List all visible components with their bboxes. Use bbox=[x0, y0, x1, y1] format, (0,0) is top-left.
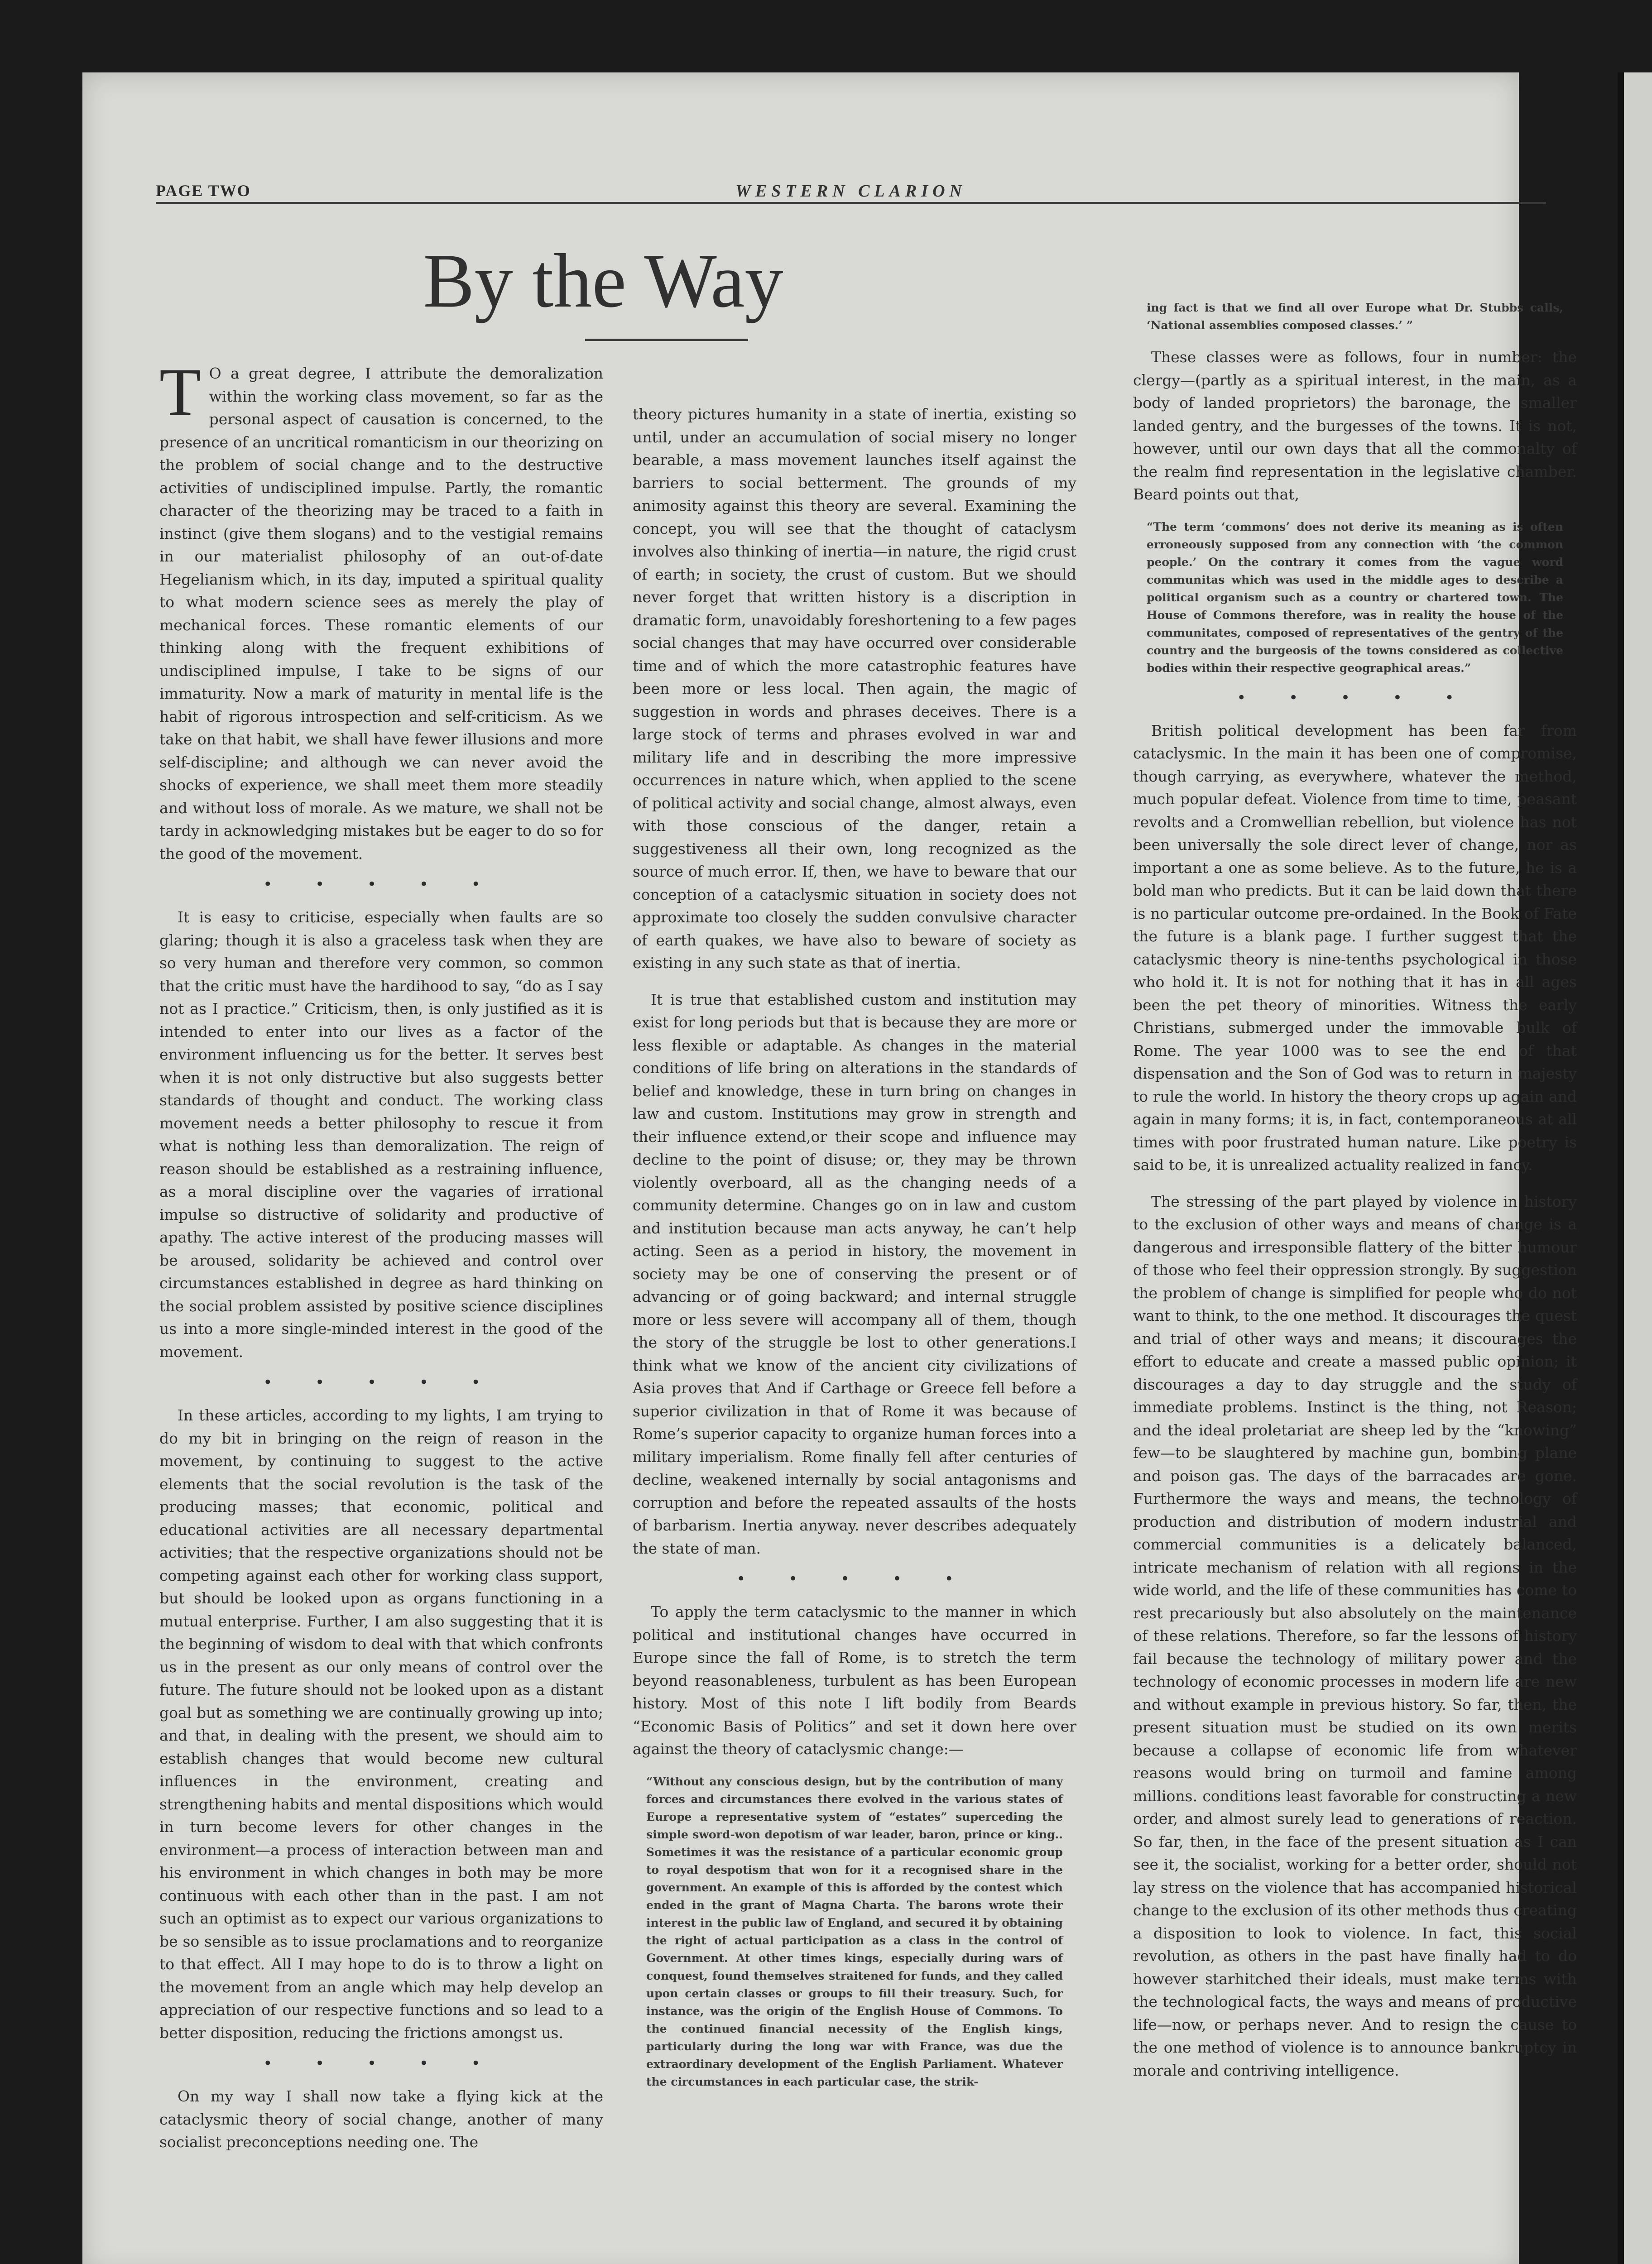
masthead bbox=[156, 181, 1546, 204]
headline: By the Way bbox=[423, 238, 783, 323]
block-quote: “Without any conscious design, but by the contribution of many forces and circumstances there evolved in the various states of Europe a representative system of “estates” superceding the simple sword-won depotism of war leader, baron, prince or king.. Sometimes it was the resistance of a particular economic group to royal despotism that won for it a recognised share in the government. An example of this is afforded by the contest which ended in the grant of Magna Charta. The barons wrote their interest in the public law of England, and secured it by obtaining the right of actual participation as a class in the control of Government. At other times kings, especially during wars of conquest, found themselves straitened for funds, and they called upon certain classes or groups to fill their treasury. Such, for instance, was the origin of the English House of Commons. To the continued financial necessity of the English kings, particularly during the long war with France, was due the extraordinary development of the English Parliament. Whatever the circumstances in each particular case, the strik- bbox=[646, 1775, 1063, 2088]
drop-cap: T bbox=[159, 355, 201, 430]
paragraph: To apply the term cataclysmic to the manner in which political and institutional changes have occurred in Europe since the fall of Rome, is to stretch the term beyond reasonableness, turbulent as has been European history. Most of this note I lift bodily from Beards “Economic Basis of Politics” and set it down here over against the theory of cataclysmic change:— bbox=[633, 1603, 1076, 1758]
section-separator: • • • • • bbox=[263, 875, 499, 893]
section-separator: • • • • • bbox=[736, 1570, 973, 1588]
paragraph: These classes were as follows, four in number: the clergy—(partly as a spiritual interest, in the main, as a body of landed proprietors) the baronage, the smaller landed gentry, and the burgesses of the towns. It is not, however, until our own days that all the commonalty of the realm find representation in the legislative chamber. Beard points out that, bbox=[1133, 348, 1577, 503]
headline-rule bbox=[585, 339, 748, 341]
section-separator: • • • • • bbox=[1237, 688, 1473, 707]
column-2 bbox=[633, 403, 1076, 2102]
page-label: PAGE TWO bbox=[156, 182, 251, 200]
block-quote-continued: ing fact is that we find all over Europe what Dr. Stubbs calls, ‘National assemblies composed classes.’ ” bbox=[1147, 301, 1563, 332]
section-separator: • • • • • bbox=[263, 2054, 499, 2072]
paragraph: It is true that established custom and institution may exist for long periods but that is because they are more or less flexible or adaptable. As changes in the material conditions of life bring on alterations in the standards of belief and knowledge, these in turn bring on changes in law and custom. Institutions may grow in strength and their influence extend,or their scope and influence may decline to the point of disuse; or, they may be thrown violently overboard, all as the changing needs of a community determine. Changes go on in law and custom and institution because man acts anyway, he can’t help acting. Seen as a period in history, the movement in society may be one of conserving the present or of advancing or of going backward; and internal struggle more or less severe will accompany all of them, though the story of the struggle be lost to other generations.I think what we know of the ancient city civilizations of Asia proves that And if Carthage or Greece fell before a superior civilization in that of Rome it was because of Rome’s superior capacity to organize human forces into a military imperialism. Rome finally fell after centuries of decline, weakened internally by social antagonisms and corruption and before the repeated assaults of the hosts of barbarism. Inertia anyway. never describes adequately the state of man. bbox=[633, 990, 1076, 1557]
paragraph: In these articles, according to my lights, I am trying to do my bit in bringing on the reign of reason in the movement, by continuing to suggest to the active elements that the social revolution is the task of the producing masses; that economic, political and educational activities are all necessary departmental activities; that the respective organizations should not be competing against each other for working class support, but should be looked upon as organs functioning in a mutual enterprise. Further, I am also suggesting that it is the beginning of wisdom to deal with that which confronts us in the present as our only means of control over the future. The future should not be looked upon as a distant goal but as something we are continually growing up into; and that, in dealing with the present, we should aim to establish changes that would become new cultural influences in the environment, creating and strengthening habits and mental dispositions which would in turn become levers for other changes in the environment—a process of interaction between man and his environment in which changes in both may be more continuous with each other than in the past. I am not such an optimist as to expect our various organizations to be so sensible as to issue proclamations and to reorganize to that effect. All I may hope to do is to throw a light on the movement from an angle which may help develop an appreciation of our respective functions and so lead to a better disposition, reducing the frictions amongst us. bbox=[159, 1406, 603, 2042]
paragraph: On my way I shall now take a flying kick at the cataclysmic theory of social change, another of many socialist preconceptions needing one. The bbox=[159, 2087, 603, 2151]
paragraph: It is easy to criticise, especially when faults are so glaring; though it is also a graceless task when they are so very human and therefore very common, so common that the critic must have the hardihood to say, “do as I say not as I practice.” Criticism, then, is only justified as it is intended to enter into our lives as a factor of the environment influencing us for the better. It serves best when it is not only distructive but also suggests better standards of thought and conduct. The working class movement needs a better philosophy to rescue it from what is nothing less than demoralization. The reign of reason should be established as a restraining influence, as a moral discipline over the vagaries of irrational impulse so distructive of solidarity and productive of apathy. The active interest of the producing masses will be aroused, solidarity be achieved and control over circumstances established in degree as hard thinking on the social problem assisted by positive science disciplines us into a more single-minded interest in the good of the movement. bbox=[159, 908, 603, 1361]
block-quote: “The term ‘commons’ does not derive its meaning as is often erroneously supposed from any connection with ‘the common people.’ On the contrary it comes from the vague word communitas which was used in the middle ages to describe a political organism such as a country or chartered town. The House of Commons therefore, was in reality the house of the communitates, composed of representatives of the gentry of the country and the burgeosis of the towns considered as collective bodies within their respective geographical areas.” bbox=[1147, 520, 1563, 675]
paragraph: T O a great degree, I attribute the demoralization within the working class movement, so far as the personal aspect of causation is concerned, to the presence of an uncritical romanticism in our theorizing on the problem of social change and to the destructive activities of undisciplined impulse. Partly, the romantic character of the theorizing may be traced to a faith in instinct (give them slogans) and to the vestigial remains in our materialist philosophy of an out-of-date Hegelianism which, in its day, imputed a spiritual quality to what modern science sees as merely the play of mechanical forces. These romantic elements of our thinking along with the frequent exhibitions of undisciplined impulse, I take to be signs of our immaturity. Now a mark of maturity in mental life is the habit of rigorous introspection and self-criticism. As we take on that habit, we shall have fewer illusions and more self-discipline; and although we can never avoid the shocks of experience, we shall meet them more steadily and without loss of morale. As we mature, we shall not be tardy in acknowledging mistakes but be eager to do so for the good of the movement. bbox=[159, 355, 603, 863]
adjacent-page-edge bbox=[1618, 72, 1652, 2264]
paper-title: WESTERN CLARION bbox=[735, 182, 967, 201]
column-1 bbox=[159, 355, 603, 2154]
column-3 bbox=[1133, 299, 1577, 2082]
newspaper-page bbox=[82, 72, 1577, 2264]
section-separator: • • • • • bbox=[263, 1373, 499, 1391]
paragraph: British political development has been far from cataclysmic. In the main it has been one of compromise, though carrying, as everywhere, whatever the method, much popular defeat. Violence from time to time, peasant revolts and a Cromwellian rebellion, but violence has not been universally the sole direct lever of change, nor as important a one as some believe. As to the future, he is a bold man who predicts. But it can be laid down that there is no particular outcome pre-ordained. In the Book of Fate the future is a blank page. I further suggest that the cataclysmic theory is nine-tenths psychological in those who hold it. It is not for nothing that it has in all ages been the pet theory of minorities. Witness the early Christians, submerged under the immovable bulk of Rome. The year 1000 was to see the end of that dispensation and the Son of God was to return in majesty to rule the world. In history the theory crops up again and again in many forms; it is, in fact, contemporaneous at all times with poor frustrated human nature. Like poetry is said to be, it is unrealized actuality realized in fancy. bbox=[1133, 721, 1577, 1174]
paragraph: The stressing of the part played by violence in history to the exclusion of other ways and means of change is a dangerous and irresponsible flattery of the bitter humour of those who feel their oppression strongly. By suggestion the problem of change is simplified for people who do not want to think, to the one method. It discourages the quest and trial of other ways and means; it discourages the effort to educate and create a massed public opinion; it discourages a day to day struggle and the study of immediate problems. Instinct is the thing, not Reason; and the ideal proletariat are sheep led by the “knowing” few—to be slaughtered by machine gun, bombing plane and poison gas. The days of the barracades are gone. Furthermore the ways and means, the technology of production and distribution of modern industrial and commercial communities is a delicately balanced, intricate mechanism of relation with all regions in the wide world, and the life of these communities has come to rest precariously but also absolutely on the maintenance of these relations. Therefore, so far the lessons of history fail because the technology of military power and the technology of economic processes in modern life are new and without example in previous history. So far, then, the present situation must be studied on its own merits because a collapse of economic life from whatever reasons would bring on turmoil and famine among millions. conditions least favorable for constructing a new order, and almost surely lead to generations of reaction. So far, then, in the face of the present situation as I can see it, the socialist, working for a better order, should not lay stress on the violence that has accompanied historical change to the exclusion of its other methods thus creating a disposition to look to violence. In fact, this social revolution, as others in the past have finally had to do however starhitched their ideals, must make terms with the technological facts, the ways and means of productive life—now, or perhaps never. And to resign the cause to the one method of violence is to announce bankruptcy in morale and contriving intelligence. bbox=[1133, 1192, 1577, 2079]
paragraph: theory pictures humanity in a state of inertia, existing so until, under an accumulation of social misery no longer bearable, a mass movement launches itself against the barriers to social betterment. The grounds of my animosity against this theory are several. Examining the concept, you will see that the thought of cataclysm involves also thinking of inertia—in nature, the rigid crust of earth; in society, the crust of custom. But we should never forget that written history is a discription in dramatic form, unavoidably foreshortening to a few pages social changes that may have occurred over considerable time and of which the more catastrophic features have been more or less local. Then again, the magic of suggestion in words and phrases deceives. There is a large stock of terms and phrases evolved in war and military life and in describing the more impressive occurrences in nature which, when applied to the scene of political activity and social change, almost always, even with those conscious of the danger, retain a suggestiveness all their own, long recognized as the source of much error. If, then, we have to beware that our conception of a cataclysmic situation in society does not approximate too closely the sudden convulsive character of earth quakes, we have also to beware of society as existing in any such state as that of inertia. bbox=[633, 405, 1076, 972]
